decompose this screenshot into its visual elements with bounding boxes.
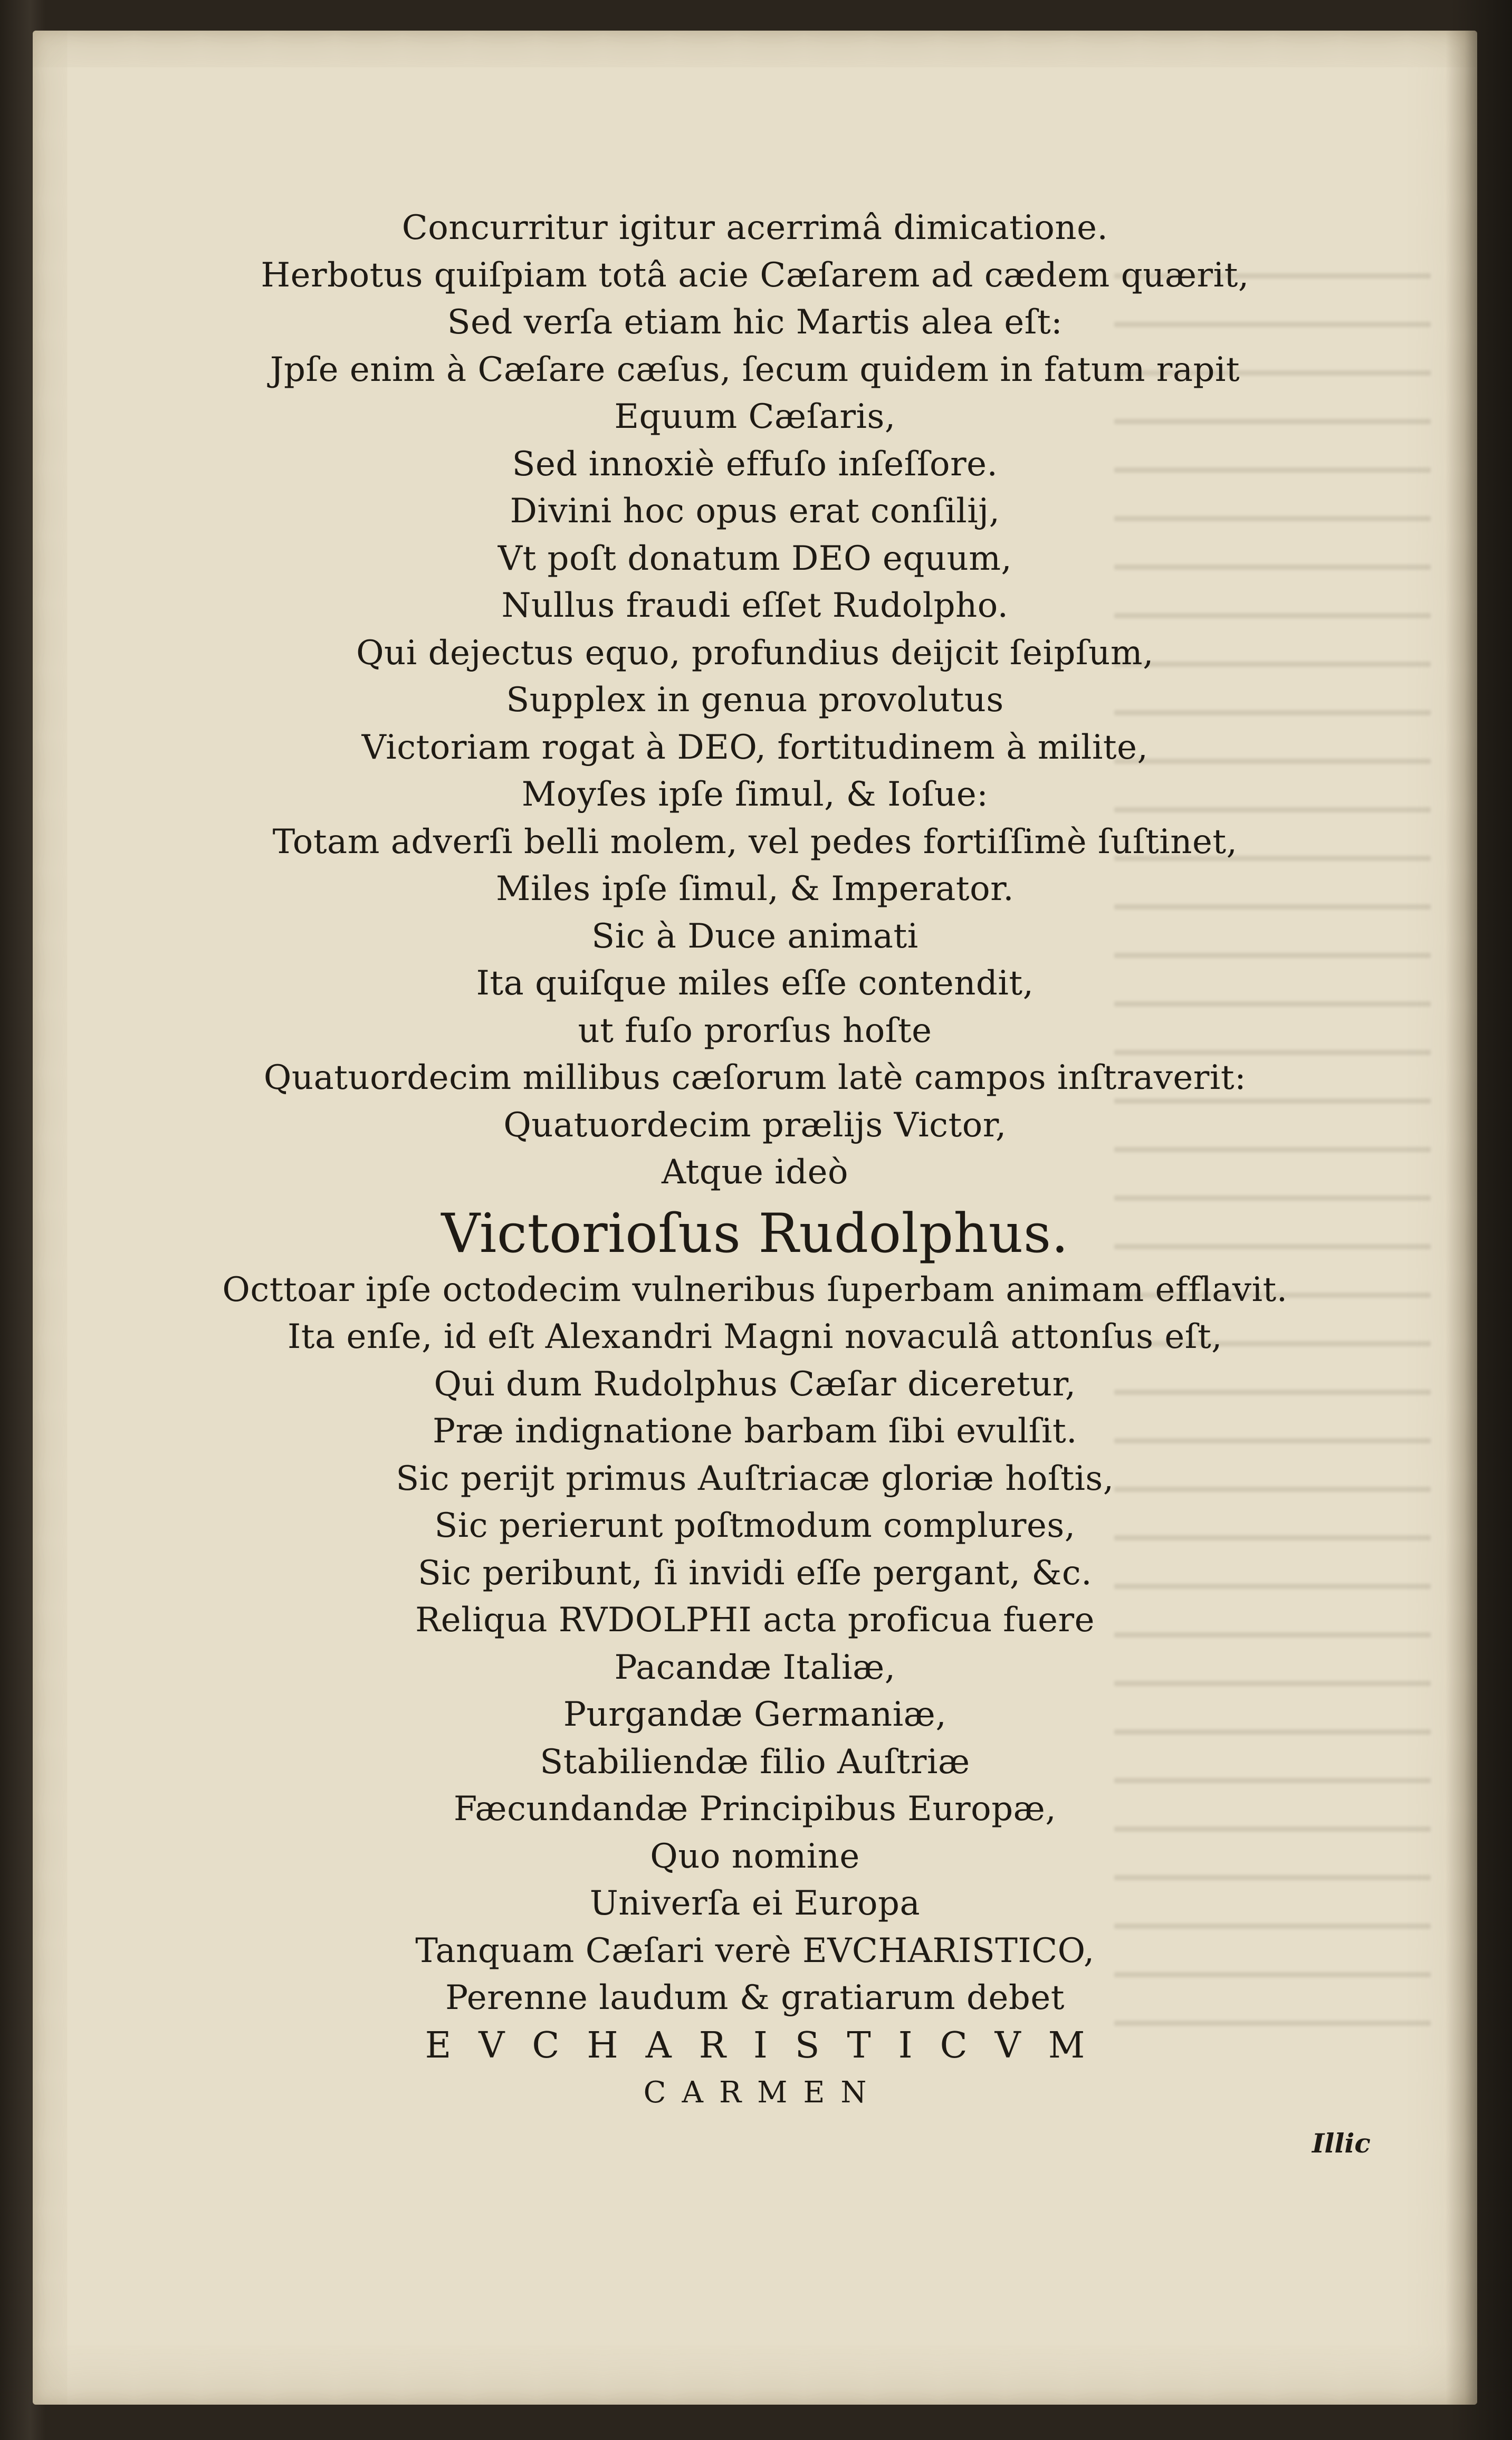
text-line: Stabiliendæ filio Auſtriæ	[540, 1742, 970, 1782]
text-line: Pacandæ Italiæ,	[614, 1648, 896, 1687]
text-line: Reliqua RVDOLPHI acta proficua fuere	[415, 1601, 1095, 1640]
text-line: Herbotus quiſpiam totâ acie Cæſarem ad cædem quærit,	[261, 255, 1249, 295]
text-line: Sic perierunt poſtmodum complures,	[434, 1506, 1076, 1545]
text-line: Sic perijt primus Auſtriacæ gloriæ hoſtis,	[396, 1459, 1114, 1498]
text-line: Equum Cæſaris,	[614, 397, 896, 436]
text-line: Qui dejectus equo, profundius deijcit ſeipſum,	[356, 633, 1154, 673]
text-line: Purgandæ Germaniæ,	[563, 1695, 947, 1734]
text-line: Victoriam rogat à DEO, fortitudinem à milite,	[361, 728, 1149, 767]
poem-text	[33, 205, 1477, 2117]
book-page	[33, 31, 1477, 2405]
text-line: Supplex in genua provolutus	[506, 681, 1004, 720]
text-line: Divini hoc opus erat conſilij,	[510, 492, 1000, 531]
text-line: Totam adverſi belli molem, vel pedes fortiſſimè ſuſtinet,	[272, 822, 1238, 862]
text-line: Atque ideò	[661, 1153, 849, 1192]
text-line: Ita quiſque miles eſſe contendit,	[476, 964, 1034, 1003]
text-line: Perenne laudum & gratiarum debet	[445, 1978, 1065, 2017]
text-line: Sed innoxiè effuſo inſeſſore.	[512, 444, 998, 484]
text-line: Univerſa ei Europa	[589, 1884, 921, 1923]
text-line: Concurritur igitur acerrimâ dimicatione.	[401, 208, 1108, 247]
text-line: ut fuſo prorſus hoſte	[578, 1011, 932, 1050]
text-line: Quo nomine	[650, 1836, 860, 1876]
text-line: Miles ipſe ſimul, & Imperator.	[495, 869, 1015, 908]
text-line: Præ indignatione barbam ſibi evulſit.	[432, 1412, 1078, 1451]
text-line: Moyſes ipſe ſimul, & Ioſue:	[521, 775, 989, 814]
text-line: Sed verſa etiam hic Martis alea eſt:	[447, 303, 1063, 342]
heading-victoriosus: Victorioſus Rudolphus.	[441, 1202, 1069, 1265]
text-line: Fæcundandæ Principibus Europæ,	[453, 1790, 1057, 1829]
text-line: Qui dum Rudolphus Cæſar diceretur,	[434, 1364, 1076, 1404]
text-line: Quatuordecim prælijs Victor,	[503, 1105, 1007, 1145]
text-line: Jpſe enim à Cæſare cæſus, ſecum quidem in fatum rapit	[270, 350, 1240, 389]
text-line: Nullus fraudi eſſet Rudolpho.	[501, 586, 1009, 625]
text-line: Tanquam Cæſari verè EVCHARISTICO,	[415, 1931, 1095, 1970]
text-line: Quatuordecim millibus cæſorum latè campos inſtraverit:	[263, 1058, 1247, 1097]
text-line: Sic peribunt, ſi invidi eſſe pergant, &c.	[417, 1553, 1093, 1593]
text-line: Octtoar ipſe octodecim vulneribus ſuperbam animam efflavit.	[222, 1270, 1288, 1309]
closing-word: EVCHARISTICVM	[425, 2024, 1113, 2066]
text-line: Ita enſe, id eſt Alexandri Magni novaculâ attonſus eſt,	[288, 1317, 1222, 1356]
catchword: Illic	[1312, 2128, 1371, 2159]
closing-sub: CARMEN	[643, 2075, 883, 2110]
text-line: Sic à Duce animati	[591, 916, 918, 956]
text-line: Vt poſt donatum DEO equum,	[497, 539, 1012, 578]
